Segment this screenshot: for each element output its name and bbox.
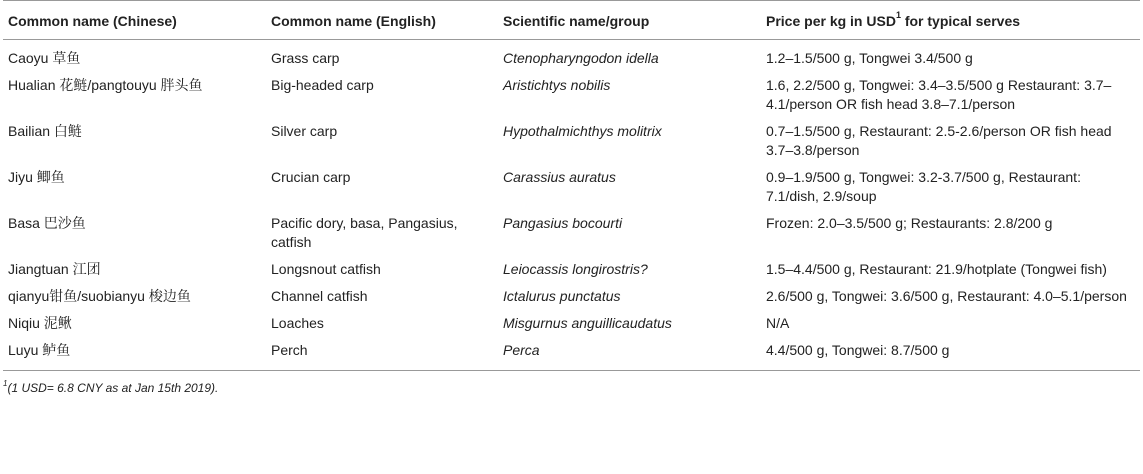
table-row — [3, 310, 1140, 337]
header-price-footnote-marker: 1 — [895, 10, 901, 21]
cell-chinese-name: Jiyu 鲫鱼 — [8, 169, 65, 185]
cell-price: N/A — [766, 315, 790, 331]
cell-price: 4.4/500 g, Tongwei: 8.7/500 g — [766, 342, 950, 358]
header-scientific-name: Scientific name/group — [503, 13, 650, 29]
header-price-suffix: for typical serves — [900, 13, 1021, 29]
cell-scientific-name: Aristichtys nobilis — [503, 77, 611, 93]
table-row — [3, 256, 1140, 283]
table-row — [3, 40, 1140, 73]
header-chinese-name: Common name (Chinese) — [8, 13, 177, 29]
table-row — [3, 72, 1140, 118]
footnote-text: (1 USD= 6.8 CNY as at Jan 15th 2019). — [7, 381, 219, 395]
table-row — [3, 337, 1140, 371]
cell-price: 0.7–1.5/500 g, Restaurant: 2.5-2.6/person OR fish head 3.7–3.8/person — [766, 123, 1112, 158]
cell-scientific-name: Leiocassis longirostris? — [503, 261, 648, 277]
cell-scientific-name: Hypothalmichthys molitrix — [503, 123, 662, 139]
table-body — [3, 40, 1140, 371]
cell-price: Frozen: 2.0–3.5/500 g; Restaurants: 2.8/200 g — [766, 215, 1053, 231]
cell-chinese-name: Basa 巴沙鱼 — [8, 215, 86, 231]
cell-chinese-name: Caoyu 草鱼 — [8, 50, 81, 66]
cell-scientific-name: Perca — [503, 342, 540, 358]
cell-chinese-name: Niqiu 泥鳅 — [8, 315, 72, 331]
table-row — [3, 210, 1140, 256]
cell-english-name: Pacific dory, basa, Pangasius, catfish — [271, 215, 458, 250]
cell-english-name: Crucian carp — [271, 169, 351, 185]
cell-scientific-name: Ictalurus punctatus — [503, 288, 621, 304]
table-row — [3, 164, 1140, 210]
cell-price: 0.9–1.9/500 g, Tongwei: 3.2-3.7/500 g, Restaurant: 7.1/dish, 2.9/soup — [766, 169, 1081, 204]
cell-scientific-name: Pangasius bocourti — [503, 215, 623, 231]
cell-english-name: Grass carp — [271, 50, 340, 66]
cell-chinese-name: Luyu 鲈鱼 — [8, 342, 71, 358]
cell-price: 1.5–4.4/500 g, Restaurant: 21.9/hotplate (Tongwei fish) — [766, 261, 1107, 277]
cell-english-name: Perch — [271, 342, 308, 358]
cell-english-name: Longsnout catfish — [271, 261, 381, 277]
table-footnote — [3, 381, 1143, 395]
header-price-label: Price per kg in USD — [766, 13, 896, 29]
cell-english-name: Silver carp — [271, 123, 338, 139]
fish-price-table — [3, 0, 1140, 371]
cell-english-name: Channel catfish — [271, 288, 368, 304]
cell-price: 1.6, 2.2/500 g, Tongwei: 3.4–3.5/500 g Restaurant: 3.7–4.1/person OR fish head 3.8–7.1/person — [766, 77, 1112, 112]
cell-chinese-name: qianyu钳鱼/suobianyu 梭边鱼 — [8, 288, 191, 304]
cell-scientific-name: Ctenopharyngodon idella — [503, 50, 659, 66]
cell-scientific-name: Carassius auratus — [503, 169, 616, 185]
header-row — [3, 1, 1140, 40]
cell-price: 1.2–1.5/500 g, Tongwei 3.4/500 g — [766, 50, 973, 66]
table-row — [3, 283, 1140, 310]
table-row — [3, 118, 1140, 164]
cell-english-name: Big-headed carp — [271, 77, 374, 93]
cell-chinese-name: Bailian 白鲢 — [8, 123, 82, 139]
cell-english-name: Loaches — [271, 315, 324, 331]
cell-chinese-name: Jiangtuan 江团 — [8, 261, 101, 277]
header-price — [761, 1, 1140, 40]
header-english-name: Common name (English) — [271, 13, 436, 29]
cell-scientific-name: Misgurnus anguillicaudatus — [503, 315, 672, 331]
cell-chinese-name: Hualian 花鲢/pangtouyu 胖头鱼 — [8, 77, 203, 93]
cell-price: 2.6/500 g, Tongwei: 3.6/500 g, Restaurant: 4.0–5.1/person — [766, 288, 1127, 304]
table-header — [3, 1, 1140, 40]
footnote-marker: 1 — [3, 379, 8, 388]
